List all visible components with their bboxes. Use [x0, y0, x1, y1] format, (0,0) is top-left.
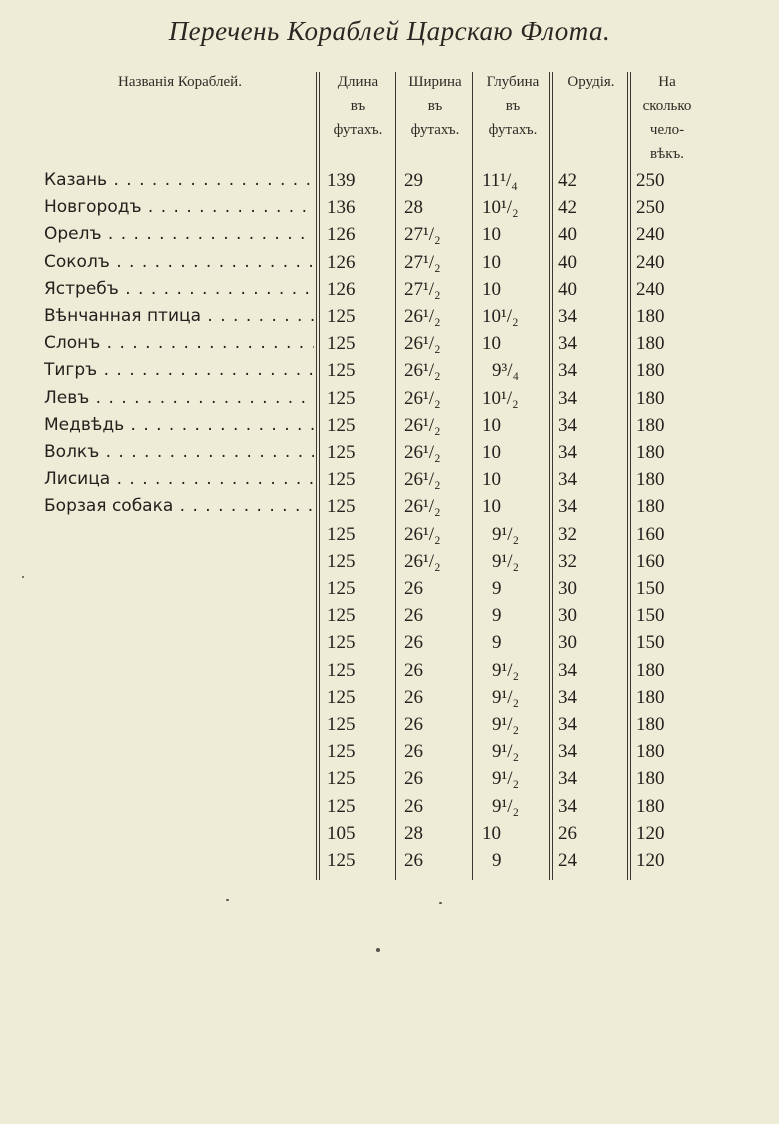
cell-width: 27¹/₂ [404, 224, 441, 246]
cell-guns: 34 [558, 360, 577, 382]
cell-length: 125 [327, 605, 356, 627]
cell-guns: 34 [558, 306, 577, 327]
cell-width: 26 [404, 686, 423, 708]
cell-crew: 250 [636, 197, 665, 219]
cell-depth: 9³/₄ [492, 360, 520, 382]
cell-length: 125 [327, 387, 356, 409]
cell-crew: 240 [636, 278, 665, 300]
table-row [0, 657, 779, 684]
table-row [0, 330, 779, 357]
cell-length: 125 [327, 578, 356, 599]
cell-crew: 180 [636, 714, 665, 735]
cell-depth: 9¹/₂ [492, 686, 520, 708]
cell-crew: 180 [636, 414, 665, 436]
cell-guns: 40 [558, 278, 577, 300]
table-row [0, 167, 779, 194]
ship-name: Левъ . . . [44, 385, 314, 412]
ship-name: Волкъ . . . [44, 439, 314, 466]
table-row [0, 221, 779, 248]
cell-guns: 42 [558, 170, 577, 191]
cell-depth: 10 [482, 469, 501, 491]
ship-name: Слонъ . . . [44, 330, 314, 357]
cell-depth: 9 [492, 850, 502, 871]
cell-crew: 120 [636, 850, 665, 871]
cell-guns: 40 [558, 251, 577, 273]
cell-crew: 180 [636, 469, 665, 491]
table-row [0, 575, 779, 602]
header-name-line: Названія Кораблей. [118, 74, 242, 90]
cell-guns: 32 [558, 523, 577, 545]
cell-width: 26¹/₂ [404, 414, 441, 436]
cell-crew: 180 [636, 333, 665, 355]
cell-crew: 150 [636, 578, 665, 599]
cell-width: 28 [404, 822, 423, 844]
cell-width: 26¹/₂ [404, 496, 441, 518]
ship-name: Орелъ . . . [44, 221, 314, 248]
ship-name: Борзая собака . . . [44, 493, 314, 520]
cell-guns: 24 [558, 850, 577, 871]
table-row [0, 629, 779, 656]
table-row [0, 412, 779, 439]
header-depth-line: въ [505, 98, 521, 114]
ship-name: Вѣнчанная птица . . . [44, 303, 314, 330]
cell-depth: 9¹/₂ [492, 523, 520, 545]
cell-depth: 10 [482, 496, 501, 518]
ship-name: Новгородъ . . . [44, 194, 314, 221]
cell-width: 26 [404, 795, 423, 817]
header-guns-line: Орудія. [567, 74, 615, 90]
table-row [0, 357, 779, 384]
cell-depth: 10 [482, 442, 501, 463]
cell-crew: 160 [636, 550, 665, 572]
cell-width: 26 [404, 850, 423, 871]
table-row [0, 684, 779, 711]
ship-name: Соколъ . . . [44, 249, 314, 276]
header-length [320, 70, 396, 142]
table-row [0, 276, 779, 303]
cell-length: 125 [327, 306, 356, 327]
header-width [397, 70, 473, 142]
table-row [0, 466, 779, 493]
cell-depth: 11¹/₄ [482, 170, 518, 191]
cell-length: 125 [327, 523, 356, 545]
ship-name: Казань . . . [44, 167, 314, 194]
cell-guns: 34 [558, 414, 577, 436]
cell-width: 26 [404, 659, 423, 681]
table-row [0, 439, 779, 466]
cell-crew: 180 [636, 387, 665, 409]
cell-depth: 9 [492, 578, 502, 599]
cell-width: 26 [404, 605, 423, 627]
header-width-line: Ширина [408, 74, 462, 90]
cell-crew: 180 [636, 686, 665, 708]
cell-guns: 34 [558, 768, 577, 790]
cell-width: 26¹/₂ [404, 469, 441, 491]
cell-length: 125 [327, 714, 356, 735]
cell-guns: 40 [558, 224, 577, 246]
cell-guns: 34 [558, 659, 577, 681]
cell-guns: 30 [558, 632, 577, 654]
cell-depth: 10¹/₂ [482, 306, 519, 327]
cell-length: 125 [327, 632, 356, 654]
cell-length: 125 [327, 850, 356, 871]
header-depth-line: футахъ. [488, 122, 538, 138]
cell-crew: 240 [636, 224, 665, 246]
cell-width: 26 [404, 741, 423, 763]
table-row [0, 738, 779, 765]
cell-width: 26¹/₂ [404, 387, 441, 409]
cell-length: 125 [327, 795, 356, 817]
cell-depth: 10 [482, 822, 501, 844]
ship-name: Лисица . . . [44, 466, 314, 493]
cell-guns: 34 [558, 686, 577, 708]
cell-guns: 34 [558, 333, 577, 355]
paper-speck [226, 899, 229, 901]
cell-length: 126 [327, 251, 356, 273]
cell-crew: 180 [636, 306, 665, 327]
cell-crew: 180 [636, 442, 665, 463]
cell-depth: 9¹/₂ [492, 795, 520, 817]
table-row [0, 249, 779, 276]
ship-name: Ястребъ . . . [44, 276, 314, 303]
cell-guns: 34 [558, 442, 577, 463]
table-row [0, 493, 779, 520]
cell-width: 27¹/₂ [404, 251, 441, 273]
header-guns [553, 70, 629, 94]
cell-depth: 10 [482, 251, 501, 273]
cell-width: 26¹/₂ [404, 360, 441, 382]
cell-guns: 32 [558, 550, 577, 572]
cell-guns: 34 [558, 496, 577, 518]
cell-length: 125 [327, 414, 356, 436]
table-row [0, 847, 779, 874]
cell-depth: 9¹/₂ [492, 768, 520, 790]
cell-width: 26¹/₂ [404, 523, 441, 545]
cell-length: 125 [327, 550, 356, 572]
cell-depth: 10 [482, 333, 501, 355]
header-depth-line: Глубина [486, 74, 540, 90]
table-row [0, 602, 779, 629]
header-crew [632, 70, 702, 166]
cell-width: 29 [404, 170, 423, 191]
cell-width: 26 [404, 714, 423, 735]
cell-depth: 10¹/₂ [482, 197, 519, 219]
cell-depth: 9 [492, 605, 502, 627]
cell-crew: 160 [636, 523, 665, 545]
header-width-line: въ [427, 98, 443, 114]
cell-width: 27¹/₂ [404, 278, 441, 300]
ship-name: Тигръ . . . [44, 357, 314, 384]
paper-speck [22, 576, 24, 578]
cell-length: 125 [327, 360, 356, 382]
cell-depth: 10 [482, 278, 501, 300]
cell-length: 139 [327, 170, 356, 191]
cell-length: 125 [327, 741, 356, 763]
cell-length: 125 [327, 442, 356, 463]
cell-depth: 9¹/₂ [492, 659, 520, 681]
cell-crew: 180 [636, 795, 665, 817]
cell-depth: 10 [482, 414, 501, 436]
cell-guns: 34 [558, 714, 577, 735]
cell-width: 26¹/₂ [404, 306, 441, 327]
cell-guns: 34 [558, 387, 577, 409]
cell-crew: 180 [636, 659, 665, 681]
cell-length: 136 [327, 197, 356, 219]
cell-depth: 9 [492, 632, 502, 654]
cell-width: 26 [404, 632, 423, 654]
cell-width: 26¹/₂ [404, 442, 441, 463]
cell-length: 126 [327, 224, 356, 246]
cell-depth: 9¹/₂ [492, 714, 520, 735]
cell-crew: 120 [636, 822, 665, 844]
cell-length: 125 [327, 659, 356, 681]
cell-width: 28 [404, 197, 423, 219]
paper-speck [439, 902, 442, 904]
header-length-line: футахъ. [333, 122, 383, 138]
header-width-line: футахъ. [410, 122, 460, 138]
cell-guns: 26 [558, 822, 577, 844]
cell-length: 125 [327, 469, 356, 491]
cell-width: 26¹/₂ [404, 550, 441, 572]
cell-width: 26 [404, 768, 423, 790]
table-row [0, 765, 779, 792]
cell-crew: 150 [636, 605, 665, 627]
cell-width: 26 [404, 578, 423, 599]
header-length-line: Длина [337, 74, 379, 90]
cell-length: 125 [327, 496, 356, 518]
table-row [0, 303, 779, 330]
cell-guns: 42 [558, 197, 577, 219]
cell-length: 125 [327, 686, 356, 708]
page-title: Перечень Кораблей Царскаю Флота. [168, 16, 611, 46]
header-depth [474, 70, 552, 142]
cell-crew: 180 [636, 360, 665, 382]
header-crew-line: вѣкъ. [649, 146, 685, 162]
cell-depth: 10 [482, 224, 501, 246]
header-crew-line: чело- [649, 122, 685, 138]
cell-crew: 240 [636, 251, 665, 273]
cell-depth: 10¹/₂ [482, 387, 519, 409]
table-row [0, 548, 779, 575]
cell-length: 125 [327, 333, 356, 355]
cell-crew: 250 [636, 170, 665, 191]
cell-guns: 34 [558, 741, 577, 763]
cell-depth: 9¹/₂ [492, 550, 520, 572]
table-row [0, 793, 779, 820]
cell-length: 105 [327, 822, 356, 844]
cell-guns: 30 [558, 578, 577, 599]
table-row [0, 820, 779, 847]
table-row [0, 385, 779, 412]
header-length-line: въ [350, 98, 366, 114]
cell-guns: 34 [558, 795, 577, 817]
header-crew-line: сколько [642, 98, 692, 114]
ship-name: Медвѣдь . . . [44, 412, 314, 439]
table-row [0, 194, 779, 221]
cell-width: 26¹/₂ [404, 333, 441, 355]
cell-length: 126 [327, 278, 356, 300]
cell-crew: 150 [636, 632, 665, 654]
table-row [0, 711, 779, 738]
table-row [0, 521, 779, 548]
header-crew-line: На [658, 74, 676, 90]
paper-speck [376, 948, 380, 952]
cell-guns: 34 [558, 469, 577, 491]
header-name [60, 70, 300, 94]
cell-guns: 30 [558, 605, 577, 627]
cell-crew: 180 [636, 768, 665, 790]
cell-depth: 9¹/₂ [492, 741, 520, 763]
cell-crew: 180 [636, 741, 665, 763]
cell-crew: 180 [636, 496, 665, 518]
cell-length: 125 [327, 768, 356, 790]
